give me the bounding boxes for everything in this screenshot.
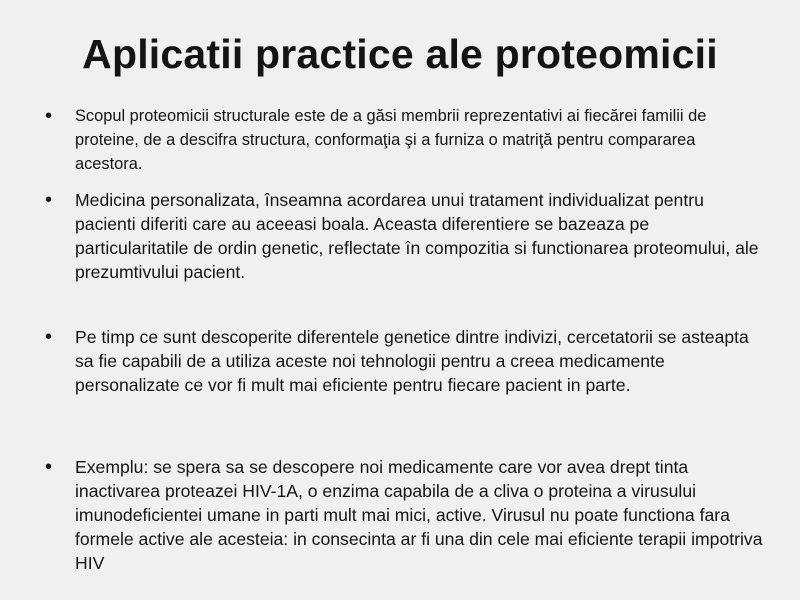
bullet-text: Medicina personalizata, înseamna acordarea unui tratament individualizat pentru pacienti diferiti care au aceeasi boala. Aceasta diferentiere se bazeaza pe particularitatile de ordin genetic, reflectate în compozitia si functionarea proteomului, ale prezumtivului pacient. xyxy=(75,190,759,282)
bullet-text: Pe timp ce sunt descoperite diferentele genetice dintre indivizi, cercetatorii se asteapta sa fie capabili de a utiliza aceste noi tehnologii pentru a creea medicamente personalizate ce vor fi mult mai eficiente pentru fiecare pacient in parte. xyxy=(75,327,749,395)
bullet-marker: • xyxy=(45,456,53,478)
bullet-marker: • xyxy=(45,326,53,348)
bullet-marker: • xyxy=(45,105,53,127)
bullet-marker: • xyxy=(45,189,53,211)
bullet-text: Scopul proteomicii structurale este de a găsi membrii reprezentativi ai fiecărei familii de proteine, de a descifra structura, conformaţia şi a furniza o matriţă pentru compararea acestora. xyxy=(75,107,707,173)
bullet-text: Exemplu: se spera sa se descopere noi medicamente care vor avea drept tinta inactivarea proteazei HIV-1A, o enzima capabila de a cliva o proteina a virusului imunodeficientei umane in parti mult mai mici, active. Virusul nu poate functiona fara formele active ale acesteia: in consecinta ar fi una din cele mai eficiente terapii impotriva HIV xyxy=(75,457,763,573)
slide-title: Aplicatii practice ale proteomicii xyxy=(82,31,718,77)
